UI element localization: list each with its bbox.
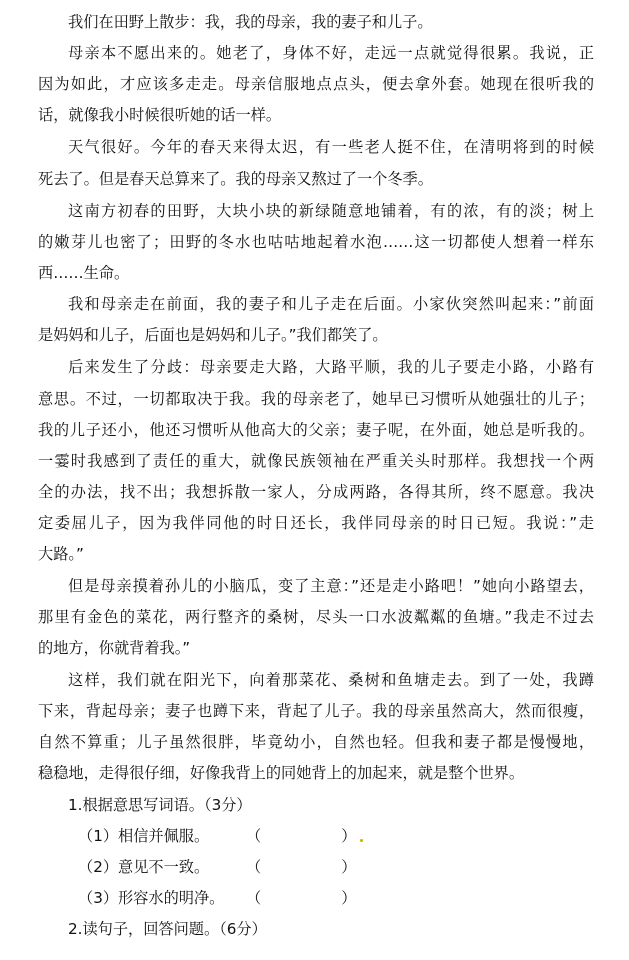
paragraph-6-line-5: 全的办法，找不出；我想拆散一家人，分成两路，各得其所，终不愿意。我决 bbox=[38, 483, 594, 501]
paragraph-6-line-3: 我的儿子还小，他还习惯听从他高大的父亲；妻子呢，在外面，她总是听我的。 bbox=[38, 421, 594, 439]
question-1-item-2-prompt: （2）意见不一致。 bbox=[78, 858, 210, 876]
paragraph-8-line-1: 这样，我们就在阳光下，向着那菜花、桑树和鱼塘走去。到了一处，我蹲 bbox=[68, 671, 594, 689]
paragraph-8-line-2: 下来，背起母亲；妻子也蹲下来，背起了儿子。我的母亲虽然高大，然而很瘦， bbox=[38, 702, 594, 720]
paragraph-8-line-4: 稳稳地，走得很仔细，好像我背上的同她背上的加起来，就是整个世界。 bbox=[38, 764, 524, 782]
paragraph-7-line-1: 但是母亲摸着孙儿的小脑瓜，变了主意：”还是走小路吧！”她向小路望去， bbox=[68, 577, 594, 595]
paragraph-8-line-3: 自然不算重；儿子虽然很胖，毕竟幼小，自然也轻。但我和妻子都是慢慢地， bbox=[38, 733, 594, 751]
stray-dot bbox=[360, 839, 363, 842]
paragraph-6-line-7: 大路。” bbox=[38, 545, 84, 563]
paragraph-5-line-2: 是妈妈和儿子，后面也是妈妈和儿子。”我们都笑了。 bbox=[38, 326, 388, 344]
open-paren: （ bbox=[246, 858, 262, 876]
question-2-heading: 2.读句子，回答问题。（6分） bbox=[68, 920, 267, 938]
paragraph-6-line-4: 一霎时我感到了责任的重大，就像民族领袖在严重关头时那样。我想找一个两 bbox=[38, 452, 594, 470]
paragraph-1-line-1: 我们在田野上散步：我，我的母亲，我的妻子和儿子。 bbox=[68, 13, 433, 31]
open-paren: （ bbox=[246, 827, 262, 845]
paragraph-7-line-2: 那里有金色的菜花，两行整齐的桑树，尽头一口水波粼粼的鱼塘。”我走不过去 bbox=[38, 608, 594, 626]
question-1-heading: 1.根据意思写词语。（3分） bbox=[68, 796, 252, 814]
paragraph-3-line-2: 死去了。但是春天总算来了。我的母亲又熬过了一个冬季。 bbox=[38, 170, 433, 188]
question-1-item-3-prompt: （3）形容水的明净。 bbox=[78, 889, 225, 907]
paragraph-4-line-3: 西……生命。 bbox=[38, 264, 130, 282]
question-1-item-2-answer-blank[interactable] bbox=[246, 857, 356, 879]
paragraph-6-line-1: 后来发生了分歧：母亲要走大路，大路平顺，我的儿子要走小路，小路有 bbox=[68, 358, 594, 376]
paragraph-2-line-2: 因为如此，才应该多走走。母亲信服地点点头，便去拿外套。她现在很听我的 bbox=[38, 75, 594, 93]
paragraph-6-line-2: 意思。不过，一切都取决于我。我的母亲老了，她早已习惯听从她强壮的儿子； bbox=[38, 390, 594, 408]
question-1-item-1-answer-blank[interactable] bbox=[246, 826, 363, 848]
paragraph-5-line-1: 我和母亲走在前面，我的妻子和儿子走在后面。小家伙突然叫起来：”前面 bbox=[68, 295, 594, 313]
question-1-item-1-prompt: （1）相信并佩服。 bbox=[78, 827, 210, 845]
open-paren: （ bbox=[246, 889, 262, 907]
paragraph-4-line-2: 的嫩芽儿也密了；田野的冬水也咕咕地起着水泡……这一切都使人想着一样东 bbox=[38, 233, 594, 251]
paragraph-6-line-6: 定委屈儿子，因为我伴同他的时日还长，我伴同母亲的时日已短。我说：”走 bbox=[38, 514, 594, 532]
close-paren: ） bbox=[341, 858, 357, 876]
paragraph-3-line-1: 天气很好。今年的春天来得太迟，有一些老人挺不住，在清明将到的时候 bbox=[68, 138, 594, 156]
question-1-item-3-answer-blank[interactable] bbox=[246, 888, 356, 910]
close-paren: ） bbox=[341, 889, 357, 907]
paragraph-2-line-1: 母亲本不愿出来的。她老了，身体不好，走远一点就觉得很累。我说，正 bbox=[68, 44, 594, 62]
paragraph-4-line-1: 这南方初春的田野，大块小块的新绿随意地铺着，有的浓，有的淡；树上 bbox=[68, 202, 594, 220]
paragraph-2-line-3: 话，就像我小时候很听她的话一样。 bbox=[38, 106, 281, 124]
close-paren: ） bbox=[341, 827, 357, 845]
paragraph-7-line-3: 的地方，你就背着我。” bbox=[38, 639, 191, 657]
